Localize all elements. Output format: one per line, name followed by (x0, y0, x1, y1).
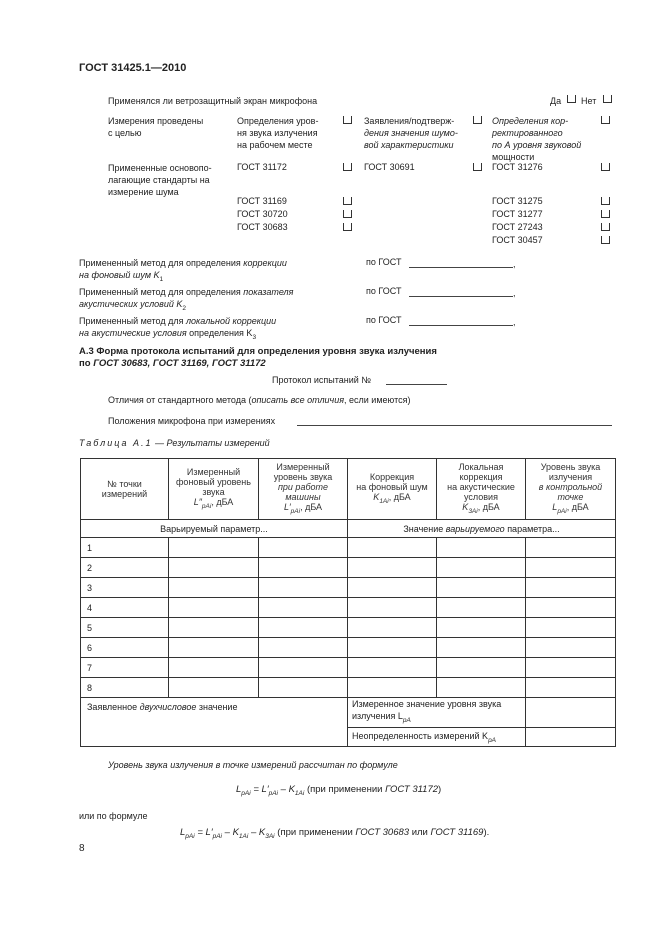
table-cell[interactable] (348, 538, 437, 558)
formula-intro: Уровень звука излучения в точке измерений рассчитан по формуле (108, 760, 398, 770)
row-number: 3 (81, 578, 169, 598)
windscreen-yes-label: Да (550, 96, 562, 106)
table-cell[interactable] (437, 598, 526, 618)
section-a3-title: А.3 Форма протокола испытаний для определения уровня звука излучения по ГОСТ 30683, ГОСТ 31169, ГОСТ 31172 (79, 346, 437, 369)
std-gost-31172: ГОСТ 31172 (237, 162, 287, 172)
std-gost-31275: ГОСТ 31275 (492, 196, 543, 206)
table-cell[interactable] (259, 578, 348, 598)
table-cell[interactable] (348, 658, 437, 678)
formula-2: $L_{pAi} = L'_{pAi} - K_{1Ai} - K_{3Ai}$ (при применении ГОСТ 30683 или ГОСТ 31169). (180, 827, 490, 840)
table-cell[interactable] (526, 578, 616, 598)
std-gost-27243-checkbox[interactable] (601, 223, 610, 231)
method-k2-gost-label: по ГОСТ (366, 286, 402, 296)
table-cell[interactable] (437, 638, 526, 658)
windscreen-no-label: Нет (581, 96, 597, 106)
table-cell[interactable] (259, 538, 348, 558)
table-cell[interactable] (348, 678, 437, 698)
method-k3-gost-label: по ГОСТ (366, 315, 402, 325)
table-row (81, 578, 616, 598)
row-number: 2 (81, 558, 169, 578)
std-gost-30691: ГОСТ 30691 (364, 162, 415, 172)
table-cell[interactable] (259, 658, 348, 678)
table-cell[interactable] (169, 578, 259, 598)
table-cell[interactable] (169, 638, 259, 658)
uncertainty-label: Неопределенность измерений $K_{pA}$ (348, 728, 526, 747)
header-background-correction: Коррекция на фоновый шум $K_{1Ai}$, дБА (348, 459, 437, 520)
table-cell[interactable] (526, 598, 616, 618)
table-row (81, 538, 616, 558)
row-number: 8 (81, 678, 169, 698)
row-number: 6 (81, 638, 169, 658)
method-k3-comma: , (513, 317, 516, 327)
table-cell[interactable] (437, 658, 526, 678)
table-cell[interactable] (169, 678, 259, 698)
protocol-number-field[interactable] (386, 384, 447, 385)
table-cell[interactable] (526, 538, 616, 558)
table-cell[interactable] (169, 618, 259, 638)
windscreen-no-checkbox[interactable] (603, 95, 612, 103)
header-background-level: Измеренный фоновый уровень звука $L''_{pAi}$, дБА (169, 459, 259, 520)
std-gost-31275-checkbox[interactable] (601, 197, 610, 205)
table-row (81, 598, 616, 618)
varied-value-cell[interactable]: Значение варьируемого параметра... (348, 520, 616, 538)
measured-level-value[interactable] (526, 698, 616, 728)
table-cell[interactable] (437, 678, 526, 698)
method-k2-comma: , (513, 288, 516, 298)
uncertainty-value[interactable] (526, 728, 616, 747)
table-cell[interactable] (526, 618, 616, 638)
header-emission-level: Уровень звука излучения в контрольной точке $L_{pAi}$, дБА (526, 459, 616, 520)
row-number: 4 (81, 598, 169, 618)
table-cell[interactable] (259, 638, 348, 658)
method-k2-gost-field[interactable] (409, 296, 513, 297)
table-cell[interactable] (169, 598, 259, 618)
table-row (81, 638, 616, 658)
std-gost-30720-checkbox[interactable] (343, 210, 352, 218)
table-cell[interactable] (437, 618, 526, 638)
purpose-option-power: Определения кор- ректированного по А уровня звуковой мощности (492, 116, 582, 162)
mic-positions-label: Положения микрофона при измерениях (108, 416, 276, 426)
header-machine-level: Измеренный уровень звука при работе машины $L'_{pAi}$, дБА (259, 459, 348, 520)
std-gost-31276: ГОСТ 31276 (492, 162, 543, 172)
purpose-option-workplace: Определения уров- ня звука излучения на рабочем месте (237, 116, 319, 150)
row-number: 1 (81, 538, 169, 558)
table-cell[interactable] (348, 638, 437, 658)
measured-level-label: Измеренное значение уровня звука излучения $L_{pA}$ (348, 698, 526, 728)
table-cell[interactable] (259, 678, 348, 698)
results-table (80, 458, 616, 747)
std-gost-30457-checkbox[interactable] (601, 236, 610, 244)
method-k1-label: Примененный метод для определения коррекции на фоновый шум $K_1$ (79, 258, 287, 283)
table-cell[interactable] (526, 658, 616, 678)
table-row (81, 678, 616, 698)
std-gost-31172-checkbox[interactable] (343, 163, 352, 171)
std-gost-30720: ГОСТ 30720 (237, 209, 288, 219)
header-local-correction: Локальная коррекция на акустические условия $K_{3Ai}$, дБА (437, 459, 526, 520)
table-cell[interactable] (437, 578, 526, 598)
table-row (81, 658, 616, 678)
windscreen-yes-checkbox[interactable] (567, 95, 576, 103)
table-cell[interactable] (526, 678, 616, 698)
protocol-label: Протокол испытаний № (272, 375, 371, 385)
std-gost-30691-checkbox[interactable] (473, 163, 482, 171)
method-k1-comma: , (513, 259, 516, 269)
table-cell[interactable] (526, 558, 616, 578)
table-cell[interactable] (348, 618, 437, 638)
standards-label: Примененные основопо- лагающие стандарты на измерение шума (108, 163, 212, 197)
table-cell[interactable] (169, 558, 259, 578)
method-k3-label: Примененный метод для локальной коррекции на акустические условия определения $K_3$ (79, 316, 277, 341)
std-gost-31169: ГОСТ 31169 (237, 196, 287, 206)
std-gost-30457: ГОСТ 30457 (492, 235, 543, 245)
std-gost-30683: ГОСТ 30683 (237, 222, 288, 232)
method-k1-gost-field[interactable] (409, 267, 513, 268)
table-cell[interactable] (348, 558, 437, 578)
table-row (81, 558, 616, 578)
std-gost-27243: ГОСТ 27243 (492, 222, 543, 232)
std-gost-31277-checkbox[interactable] (601, 210, 610, 218)
table-cell[interactable] (169, 658, 259, 678)
formula-or-label: или по формуле (79, 811, 148, 821)
purpose-option-declaration: Заявления/подтверж- дения значения шумо- вой характеристики (364, 116, 458, 150)
std-gost-31277: ГОСТ 31277 (492, 209, 543, 219)
table-cell[interactable] (437, 558, 526, 578)
purpose-power-checkbox[interactable] (601, 116, 610, 124)
varied-parameter-row (81, 520, 616, 538)
table-cell[interactable] (348, 598, 437, 618)
table-cell[interactable] (259, 618, 348, 638)
declared-row (81, 698, 616, 728)
formula-1: $L_{pAi} = L'_{pAi} - K_{1Ai}$ (при применении ГОСТ 31172) (236, 784, 442, 797)
table-cell[interactable] (437, 538, 526, 558)
std-gost-31276-checkbox[interactable] (601, 163, 610, 171)
method-k2-label: Примененный метод для определения показателя акустических условий $K_2$ (79, 287, 294, 312)
std-gost-31169-checkbox[interactable] (343, 197, 352, 205)
method-k3-gost-field[interactable] (409, 325, 513, 326)
method-differences: Отличия от стандартного метода (описать все отличия, если имеются) (108, 395, 411, 405)
varied-parameter-cell[interactable]: Варьируемый параметр... (81, 520, 348, 538)
std-gost-30683-checkbox[interactable] (343, 223, 352, 231)
method-k1-gost-label: по ГОСТ (366, 257, 402, 267)
table-cell[interactable] (259, 598, 348, 618)
table-cell[interactable] (526, 638, 616, 658)
row-number: 7 (81, 658, 169, 678)
header-point-number: № точки измерений (81, 459, 169, 520)
purpose-workplace-checkbox[interactable] (343, 116, 352, 124)
table-cell[interactable] (169, 538, 259, 558)
purpose-declaration-checkbox[interactable] (473, 116, 482, 124)
declared-value-cell[interactable]: Заявленное двухчисловое значение (81, 698, 348, 747)
table-cell[interactable] (348, 578, 437, 598)
purpose-label: Измерения проведены с целью (108, 116, 204, 138)
table-header-row (81, 459, 616, 520)
table-row (81, 618, 616, 638)
table-caption: Таблица А.1 — Результаты измерений (79, 438, 270, 448)
row-number: 5 (81, 618, 169, 638)
table-cell[interactable] (259, 558, 348, 578)
document-title: ГОСТ 31425.1—2010 (79, 62, 187, 74)
mic-positions-field[interactable] (297, 425, 612, 426)
page-number: 8 (79, 843, 85, 854)
windscreen-question: Применялся ли ветрозащитный экран микрофона (108, 96, 318, 106)
